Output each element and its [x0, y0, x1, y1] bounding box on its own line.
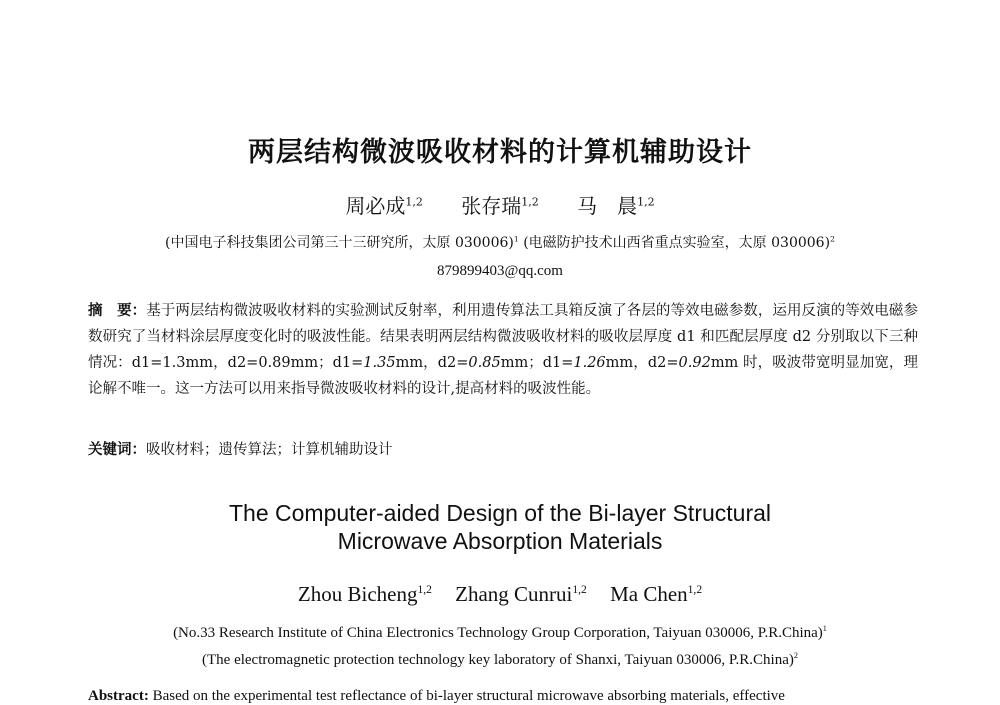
- chinese-abstract: 摘 要：基于两层结构微波吸收材料的实验测试反射率，利用遗传算法工具箱反演了各层的等效电磁参数，运用反演的等效电磁参数研究了当材料涂层厚度变化时的吸波性能。结果表明两层结构微波吸收材料的吸收层厚度 d1 和匹配层厚度 d2 分别取以下三种情况：d1=1.3mm，d2=0.89mm；d1=1.35mm，d2=0.85mm；d1=1.26mm，d2=0.92mm 时，吸波带宽明显加宽，理论解不唯一。这一方法可以用来指导微波吸收材料的设计,提高材料的吸波性能。: [88, 303, 919, 397]
- author-email: 879899403@qq.com: [437, 263, 563, 279]
- abstract-label: 摘 要：: [88, 303, 147, 319]
- en-author: Zhang Cunrui$^{1,2}$: [455, 582, 587, 606]
- english-title: The Computer-aided Design of the Bi-layer Structural Microwave Absorption Materials: [228, 500, 772, 554]
- english-affiliation-2: (The electromagnetic protection technology key laboratory of Shanxi, Taiyuan 030006, P.R.China)$^2$: [202, 651, 798, 668]
- english-affiliation-1: (No.33 Research Institute of China Electronics Technology Group Corporation, Taiyuan 030006, P.R.China)$^1$: [173, 624, 827, 641]
- english-authors: [0, 582, 1000, 607]
- chinese-authors: [0, 190, 1000, 219]
- english-abstract: Abstract: Based on the experimental test reflectance of bi-layer structural microwave absorbing materials, effective: [88, 688, 785, 704]
- chinese-affiliations: (中国电子科技集团公司第三十三研究所，太原 030006)$^1$ (电磁防护技术山西省重点实验室，太原 030006)$^2$: [165, 234, 835, 251]
- keywords-label: 关键词：: [88, 442, 146, 458]
- en-author: Ma Chen$^{1,2}$: [610, 582, 703, 606]
- chinese-keywords: 关键词：吸收材料；遗传算法；计算机辅助设计: [88, 442, 393, 458]
- cn-author: 张存瑞$^{1,2}$: [461, 194, 539, 218]
- cn-author: 周必成$^{1,2}$: [345, 194, 423, 218]
- en-author: Zhou Bicheng$^{1,2}$: [297, 582, 432, 606]
- chinese-title: 两层结构微波吸收材料的计算机辅助设计: [248, 137, 752, 168]
- cn-author: 马 晨$^{1,2}$: [577, 194, 655, 218]
